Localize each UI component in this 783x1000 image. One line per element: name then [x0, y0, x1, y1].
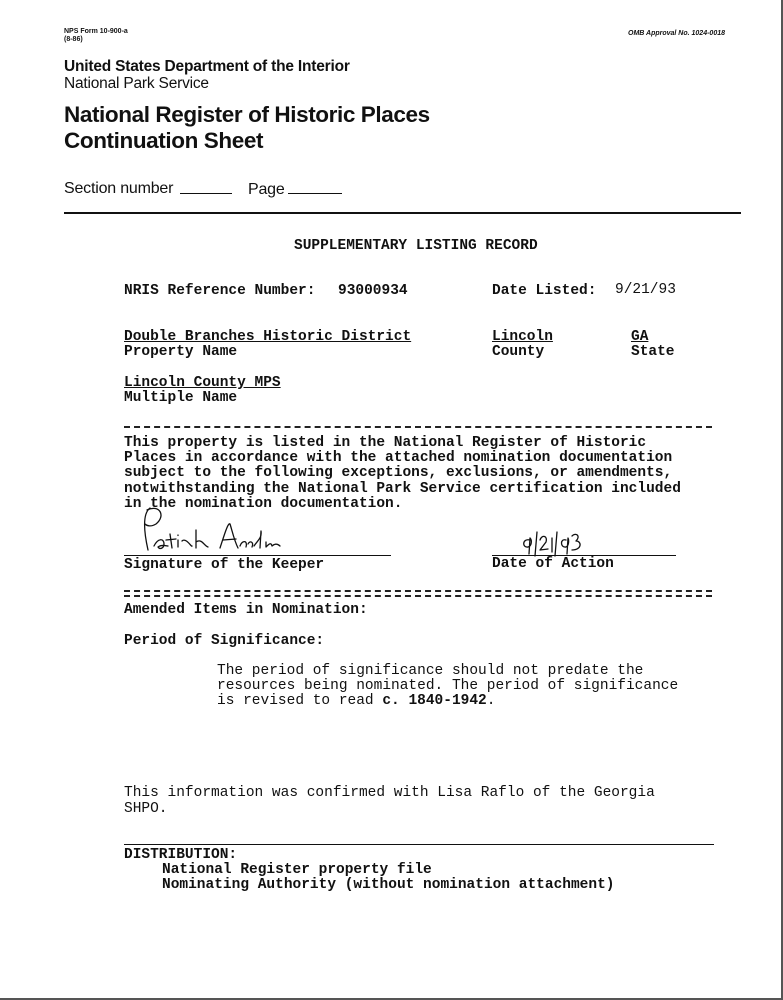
page-blank: [288, 193, 342, 194]
document-subtitle: Continuation Sheet: [64, 128, 264, 153]
section-number-label: Section number: [64, 180, 174, 197]
state-value: GA: [631, 329, 649, 345]
property-name-label: Property Name: [124, 344, 238, 360]
period-text-line: [217, 694, 495, 710]
record-heading: SUPPLEMENTARY LISTING RECORD: [294, 238, 538, 254]
nris-value: 93000934: [338, 283, 408, 299]
date-listed-value: 9/21/93: [615, 282, 676, 298]
service-name: National Park Service: [64, 75, 209, 92]
period-heading: Period of Significance:: [124, 633, 325, 649]
statement-line: This property is listed in the National Register of Historic: [124, 435, 647, 451]
omb-approval: OMB Approval No. 1024-0018: [628, 30, 725, 37]
handwritten-date: [518, 528, 592, 558]
confirmation-line: SHPO.: [124, 801, 168, 817]
nris-label: NRIS Reference Number:: [124, 283, 316, 299]
period-text-line: resources being nominated. The period of significance: [217, 678, 679, 694]
date-listed-label: Date Listed:: [492, 283, 597, 299]
distribution-rule: [124, 844, 714, 845]
form-number: NPS Form 10-900-a: [64, 28, 128, 35]
period-text-line: The period of significance should not predate the: [217, 663, 644, 679]
date-of-action-label: Date of Action: [492, 556, 614, 572]
multiple-name-label: Multiple Name: [124, 390, 238, 406]
statement-line: in the nomination documentation.: [124, 496, 403, 512]
keeper-signature: [120, 500, 285, 558]
signature-label: Signature of the Keeper: [124, 557, 325, 573]
distribution-item: National Register property file: [162, 862, 432, 878]
distribution-item: Nominating Authority (without nomination attachment): [162, 877, 615, 893]
dashed-divider: [124, 426, 712, 428]
amended-items-heading: Amended Items in Nomination:: [124, 602, 368, 618]
period-revised-suffix: .: [486, 693, 496, 709]
department-name: United States Department of the Interior: [64, 58, 350, 75]
section-number-blank: [180, 193, 232, 194]
property-name: Double Branches Historic District: [124, 329, 412, 345]
county-value: Lincoln: [492, 329, 553, 345]
form-date: (8-86): [64, 36, 83, 43]
confirmation-line: This information was confirmed with Lisa Raflo of the Georgia: [124, 785, 655, 801]
double-dashed-divider: [124, 590, 712, 597]
statement-line: notwithstanding the National Park Service certification included: [124, 481, 681, 497]
statement-line: Places in accordance with the attached nomination documentation: [124, 450, 673, 466]
distribution-heading: DISTRIBUTION:: [124, 847, 238, 863]
signature-line: [124, 555, 391, 556]
state-label: State: [631, 344, 675, 360]
county-label: County: [492, 344, 545, 360]
page-label: Page: [248, 181, 285, 198]
header-rule: [64, 212, 741, 214]
multiple-name: Lincoln County MPS: [124, 375, 281, 391]
statement-line: subject to the following exceptions, exclusions, or amendments,: [124, 465, 673, 481]
period-revised-prefix: is revised to read: [217, 693, 374, 709]
document-title: National Register of Historic Places: [64, 102, 430, 127]
period-revised-value: c. 1840-1942: [382, 693, 487, 709]
